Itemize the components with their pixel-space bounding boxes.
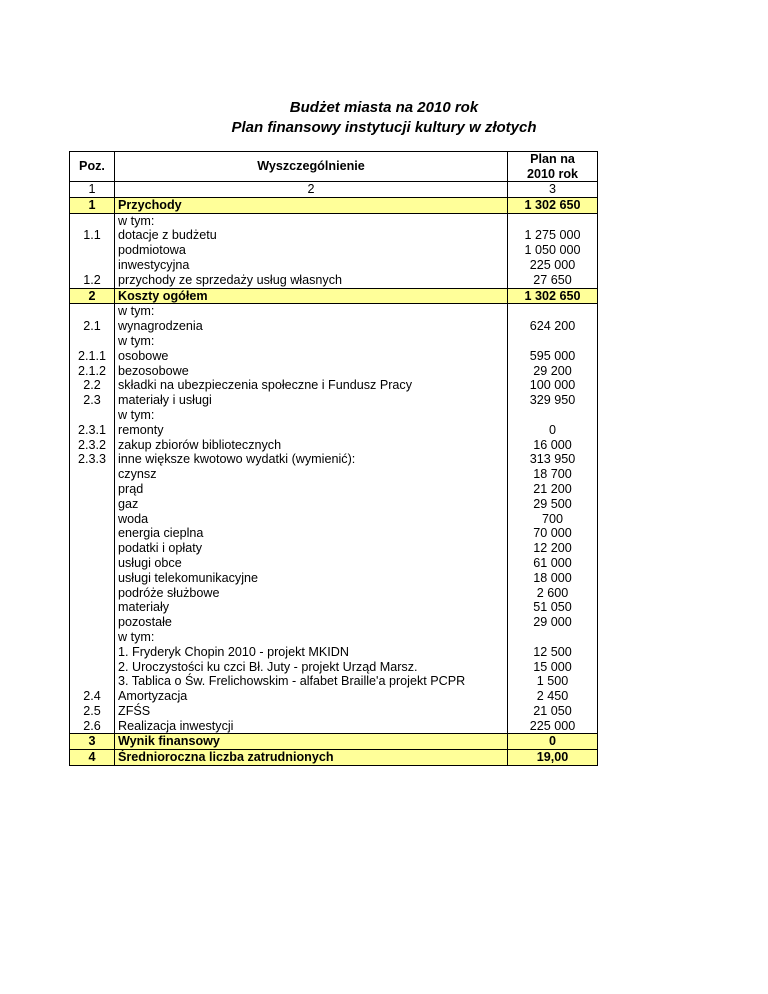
row-amount: 1 302 650 [508, 197, 598, 213]
row-amount: 1 500 [508, 674, 598, 689]
row-amount: 12 500 [508, 645, 598, 660]
row-position: 2.1.1 [70, 349, 115, 364]
table-row [70, 243, 598, 258]
table-row [70, 734, 598, 750]
row-amount [508, 334, 598, 349]
row-amount: 1 302 650 [508, 288, 598, 304]
row-amount: 18 700 [508, 467, 598, 482]
row-description: usługi telekomunikacyjne [115, 571, 508, 586]
row-description: prąd [115, 482, 508, 497]
row-amount: 700 [508, 512, 598, 527]
header-poz: Poz. [70, 152, 115, 182]
row-amount: 15 000 [508, 660, 598, 675]
row-description: w tym: [115, 334, 508, 349]
row-description: w tym: [115, 213, 508, 228]
row-amount: 329 950 [508, 393, 598, 408]
table-row [70, 438, 598, 453]
table-row [70, 408, 598, 423]
row-position: 2.3 [70, 393, 115, 408]
row-amount: 1 275 000 [508, 228, 598, 243]
table-row [70, 197, 598, 213]
row-amount: 0 [508, 423, 598, 438]
row-description: Koszty ogółem [115, 288, 508, 304]
document-subtitle: Plan finansowy instytucji kultury w złotych [231, 119, 537, 136]
row-position [70, 467, 115, 482]
row-amount: 21 050 [508, 704, 598, 719]
table-row [70, 482, 598, 497]
row-amount: 51 050 [508, 600, 598, 615]
table-row [70, 600, 598, 615]
row-description: bezosobowe [115, 364, 508, 379]
row-description: pozostałe [115, 615, 508, 630]
row-description: zakup zbiorów bibliotecznych [115, 438, 508, 453]
row-position: 2.5 [70, 704, 115, 719]
table-row [70, 364, 598, 379]
row-description: remonty [115, 423, 508, 438]
row-position [70, 512, 115, 527]
row-amount: 21 200 [508, 482, 598, 497]
table-row [70, 512, 598, 527]
row-position: 2.3.1 [70, 423, 115, 438]
row-position [70, 615, 115, 630]
row-description: inne większe kwotowo wydatki (wymienić): [115, 452, 508, 467]
row-position: 3 [70, 734, 115, 750]
row-description: inwestycyjna [115, 258, 508, 273]
row-amount [508, 304, 598, 319]
row-amount: 100 000 [508, 378, 598, 393]
table-row [70, 258, 598, 273]
table-row [70, 704, 598, 719]
table-row [70, 660, 598, 675]
row-description: w tym: [115, 630, 508, 645]
row-description: Realizacja inwestycji [115, 719, 508, 734]
table-row [70, 393, 598, 408]
row-position: 2 [70, 288, 115, 304]
column-number-row [70, 182, 598, 198]
table-row [70, 674, 598, 689]
row-description: w tym: [115, 304, 508, 319]
row-description: woda [115, 512, 508, 527]
row-position [70, 334, 115, 349]
row-amount: 0 [508, 734, 598, 750]
row-amount [508, 630, 598, 645]
table-header-row [70, 152, 598, 182]
table-row [70, 541, 598, 556]
header-plan [508, 152, 598, 182]
budget-table [69, 151, 598, 766]
table-row [70, 467, 598, 482]
row-position [70, 541, 115, 556]
row-position: 2.3.2 [70, 438, 115, 453]
row-description: 3. Tablica o Św. Frelichowskim - alfabet Braille'a projekt PCPR [115, 674, 508, 689]
row-description: Wynik finansowy [115, 734, 508, 750]
column-number: 2 [115, 182, 508, 198]
row-position [70, 258, 115, 273]
row-description: ZFŚS [115, 704, 508, 719]
row-position [70, 630, 115, 645]
table-row [70, 423, 598, 438]
row-amount: 29 000 [508, 615, 598, 630]
row-description: przychody ze sprzedaży usług własnych [115, 273, 508, 288]
row-description: podróże służbowe [115, 586, 508, 601]
row-description: usługi obce [115, 556, 508, 571]
row-amount: 19,00 [508, 750, 598, 766]
row-description: czynsz [115, 467, 508, 482]
row-position [70, 497, 115, 512]
table-row [70, 630, 598, 645]
column-number: 3 [508, 182, 598, 198]
table-row [70, 452, 598, 467]
document-title: Budżet miasta na 2010 rok [289, 99, 479, 116]
row-position [70, 304, 115, 319]
table-row [70, 719, 598, 734]
row-position [70, 243, 115, 258]
table-row [70, 586, 598, 601]
row-description: wynagrodzenia [115, 319, 508, 334]
row-amount [508, 213, 598, 228]
table-row [70, 273, 598, 288]
row-description: Przychody [115, 197, 508, 213]
row-description: materiały [115, 600, 508, 615]
row-amount: 16 000 [508, 438, 598, 453]
row-amount: 595 000 [508, 349, 598, 364]
table-row [70, 228, 598, 243]
table-row [70, 213, 598, 228]
table-row [70, 378, 598, 393]
table-row [70, 689, 598, 704]
row-description: w tym: [115, 408, 508, 423]
row-description: Średnioroczna liczba zatrudnionych [115, 750, 508, 766]
row-position [70, 482, 115, 497]
row-amount: 61 000 [508, 556, 598, 571]
row-position [70, 674, 115, 689]
row-amount: 1 050 000 [508, 243, 598, 258]
row-description: energia cieplna [115, 526, 508, 541]
table-row [70, 526, 598, 541]
row-amount: 29 500 [508, 497, 598, 512]
row-position: 2.3.3 [70, 452, 115, 467]
row-position: 2.6 [70, 719, 115, 734]
row-description: materiały i usługi [115, 393, 508, 408]
row-position: 1 [70, 197, 115, 213]
table-row [70, 288, 598, 304]
table-row [70, 750, 598, 766]
row-description: podmiotowa [115, 243, 508, 258]
row-amount: 70 000 [508, 526, 598, 541]
table-row [70, 334, 598, 349]
row-amount: 624 200 [508, 319, 598, 334]
row-position [70, 571, 115, 586]
row-position [70, 660, 115, 675]
row-amount [508, 408, 598, 423]
header-plan-line2: 2010 rok [526, 166, 579, 181]
row-amount: 225 000 [508, 719, 598, 734]
row-position [70, 408, 115, 423]
row-position: 4 [70, 750, 115, 766]
row-position [70, 600, 115, 615]
row-position [70, 213, 115, 228]
row-amount: 29 200 [508, 364, 598, 379]
row-description: składki na ubezpieczenia społeczne i Fundusz Pracy [115, 378, 508, 393]
row-description: dotacje z budżetu [115, 228, 508, 243]
table-row [70, 319, 598, 334]
row-amount: 18 000 [508, 571, 598, 586]
row-position: 2.1.2 [70, 364, 115, 379]
column-number: 1 [70, 182, 115, 198]
row-position [70, 586, 115, 601]
table-row [70, 571, 598, 586]
row-description: 1. Fryderyk Chopin 2010 - projekt MKIDN [115, 645, 508, 660]
row-amount: 2 450 [508, 689, 598, 704]
row-position: 2.2 [70, 378, 115, 393]
row-position: 1.1 [70, 228, 115, 243]
header-wyszczegolnienie: Wyszczególnienie [115, 152, 508, 182]
table-row [70, 556, 598, 571]
row-position: 2.1 [70, 319, 115, 334]
row-position [70, 526, 115, 541]
row-description: Amortyzacja [115, 689, 508, 704]
row-position: 2.4 [70, 689, 115, 704]
table-row [70, 615, 598, 630]
row-amount: 12 200 [508, 541, 598, 556]
row-amount: 225 000 [508, 258, 598, 273]
row-position [70, 645, 115, 660]
row-amount: 2 600 [508, 586, 598, 601]
table-row [70, 349, 598, 364]
row-description: 2. Uroczystości ku czci Bł. Juty - projekt Urząd Marsz. [115, 660, 508, 675]
row-amount: 27 650 [508, 273, 598, 288]
header-plan-line1: Plan na [530, 152, 575, 166]
row-position [70, 556, 115, 571]
row-description: gaz [115, 497, 508, 512]
row-position: 1.2 [70, 273, 115, 288]
row-amount: 313 950 [508, 452, 598, 467]
row-description: osobowe [115, 349, 508, 364]
table-row [70, 645, 598, 660]
row-description: podatki i opłaty [115, 541, 508, 556]
table-row [70, 304, 598, 319]
table-row [70, 497, 598, 512]
